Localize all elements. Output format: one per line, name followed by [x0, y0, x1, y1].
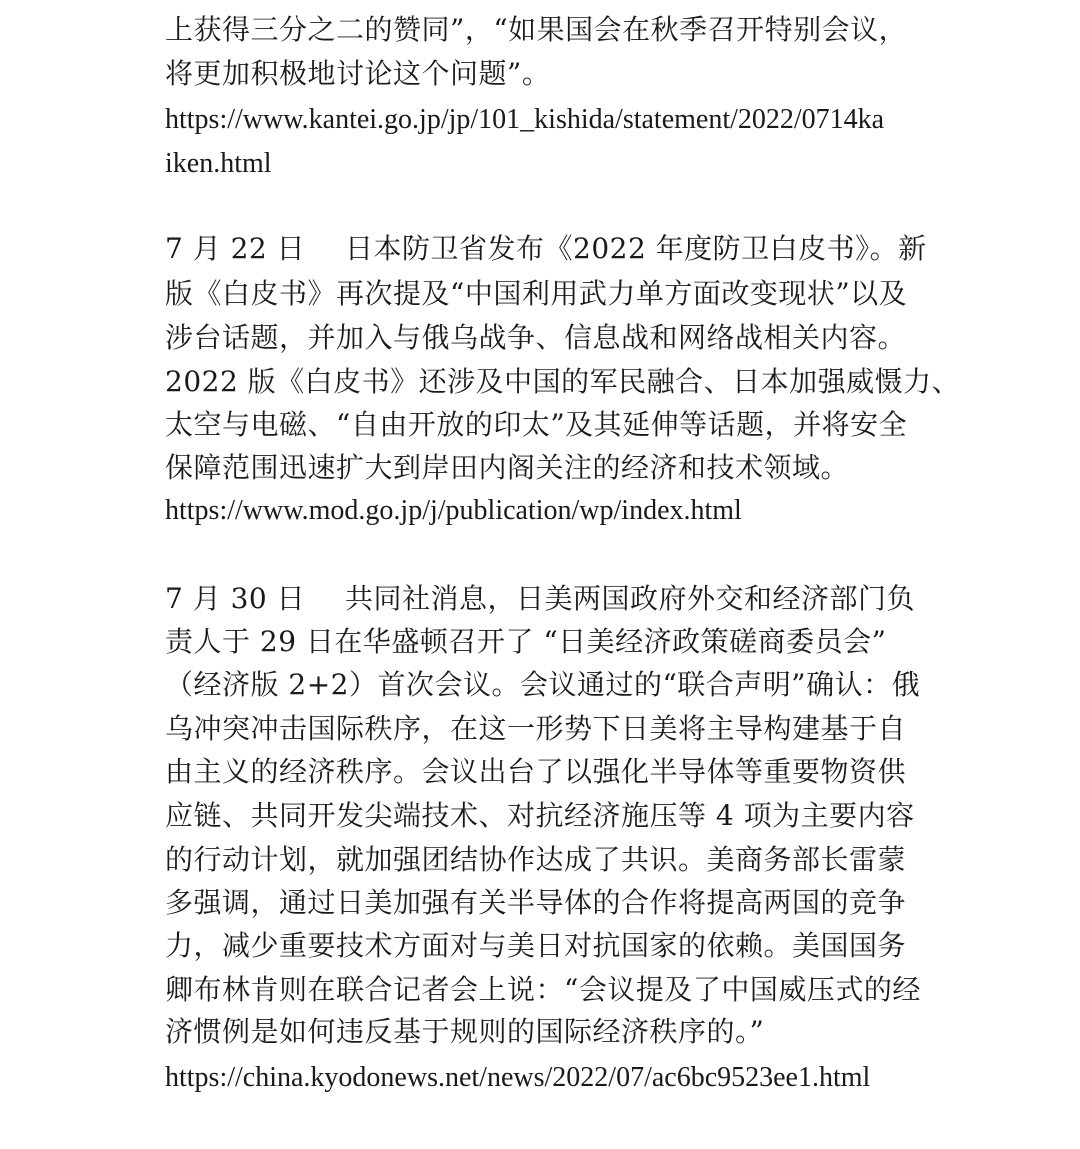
intro-source-link[interactable]: https://www.kantei.go.jp/jp/101_kishida/statement/2022/0714ka	[165, 104, 885, 135]
entry-text-line: 由主义的经济秩序。会议出台了以强化半导体等重要物资供	[165, 755, 907, 788]
entry-text-line: 责人于 29 日在华盛顿召开了 “日美经济政策磋商委员会”	[165, 625, 887, 658]
entry-date: 7 月 30 日	[165, 582, 306, 615]
entry-text-line: 应链、共同开发尖端技术、对抗经济施压等 4 项为主要内容	[165, 799, 915, 832]
entry-text-line: 多强调，通过日美加强有关半导体的合作将提高两国的竞争	[165, 886, 907, 919]
intro-source-link[interactable]: iken.html	[165, 148, 272, 179]
entry-first-line	[165, 232, 927, 265]
entry-text-line: 济惯例是如何违反基于规则的国际经济秩序的。”	[165, 1015, 765, 1048]
entry-source-link[interactable]: https://www.mod.go.jp/j/publication/wp/index.html	[165, 495, 742, 526]
entry-text-line: 涉台话题，并加入与俄乌战争、信息战和网络战相关内容。	[165, 321, 907, 354]
entry-source-link[interactable]: https://china.kyodonews.net/news/2022/07/ac6bc9523ee1.html	[165, 1062, 871, 1093]
entry-text-line: 版《白皮书》再次提及“中国利用武力单方面改变现状”以及	[165, 277, 908, 310]
entry-text-line: 2022 版《白皮书》还涉及中国的军民融合、日本加强威慑力、	[165, 365, 961, 398]
entry-text-line: （经济版 2+2）首次会议。会议通过的“联合声明”确认：俄	[165, 668, 921, 701]
entry-text-line: 乌冲突冲击国际秩序，在这一形势下日美将主导构建基于自	[165, 712, 907, 745]
entry-text-line: 卿布林肯则在联合记者会上说：“会议提及了中国威压式的经	[165, 973, 921, 1006]
entry-text-line: 力，减少重要技术方面对与美日对抗国家的依赖。美国国务	[165, 929, 907, 962]
entry-text-line: 太空与电磁、“自由开放的印太”及其延伸等话题，并将安全	[165, 408, 908, 441]
entry-text-line: 的行动计划，就加强团结协作达成了共识。美商务部长雷蒙	[165, 843, 907, 876]
intro-text-line: 上获得三分之二的赞同”，“如果国会在秋季召开特别会议，	[165, 13, 908, 46]
entry-text-line: 保障范围迅速扩大到岸田内阁关注的经济和技术领域。	[165, 451, 850, 484]
entry-text: 共同社消息，日美两国政府外交和经济部门负	[345, 582, 916, 615]
entry-text: 日本防卫省发布《2022 年度防卫白皮书》。新	[345, 232, 927, 265]
intro-text-line: 将更加积极地讨论这个问题”。	[165, 57, 551, 90]
entry-first-line	[165, 582, 916, 615]
entry-date: 7 月 22 日	[165, 232, 306, 265]
